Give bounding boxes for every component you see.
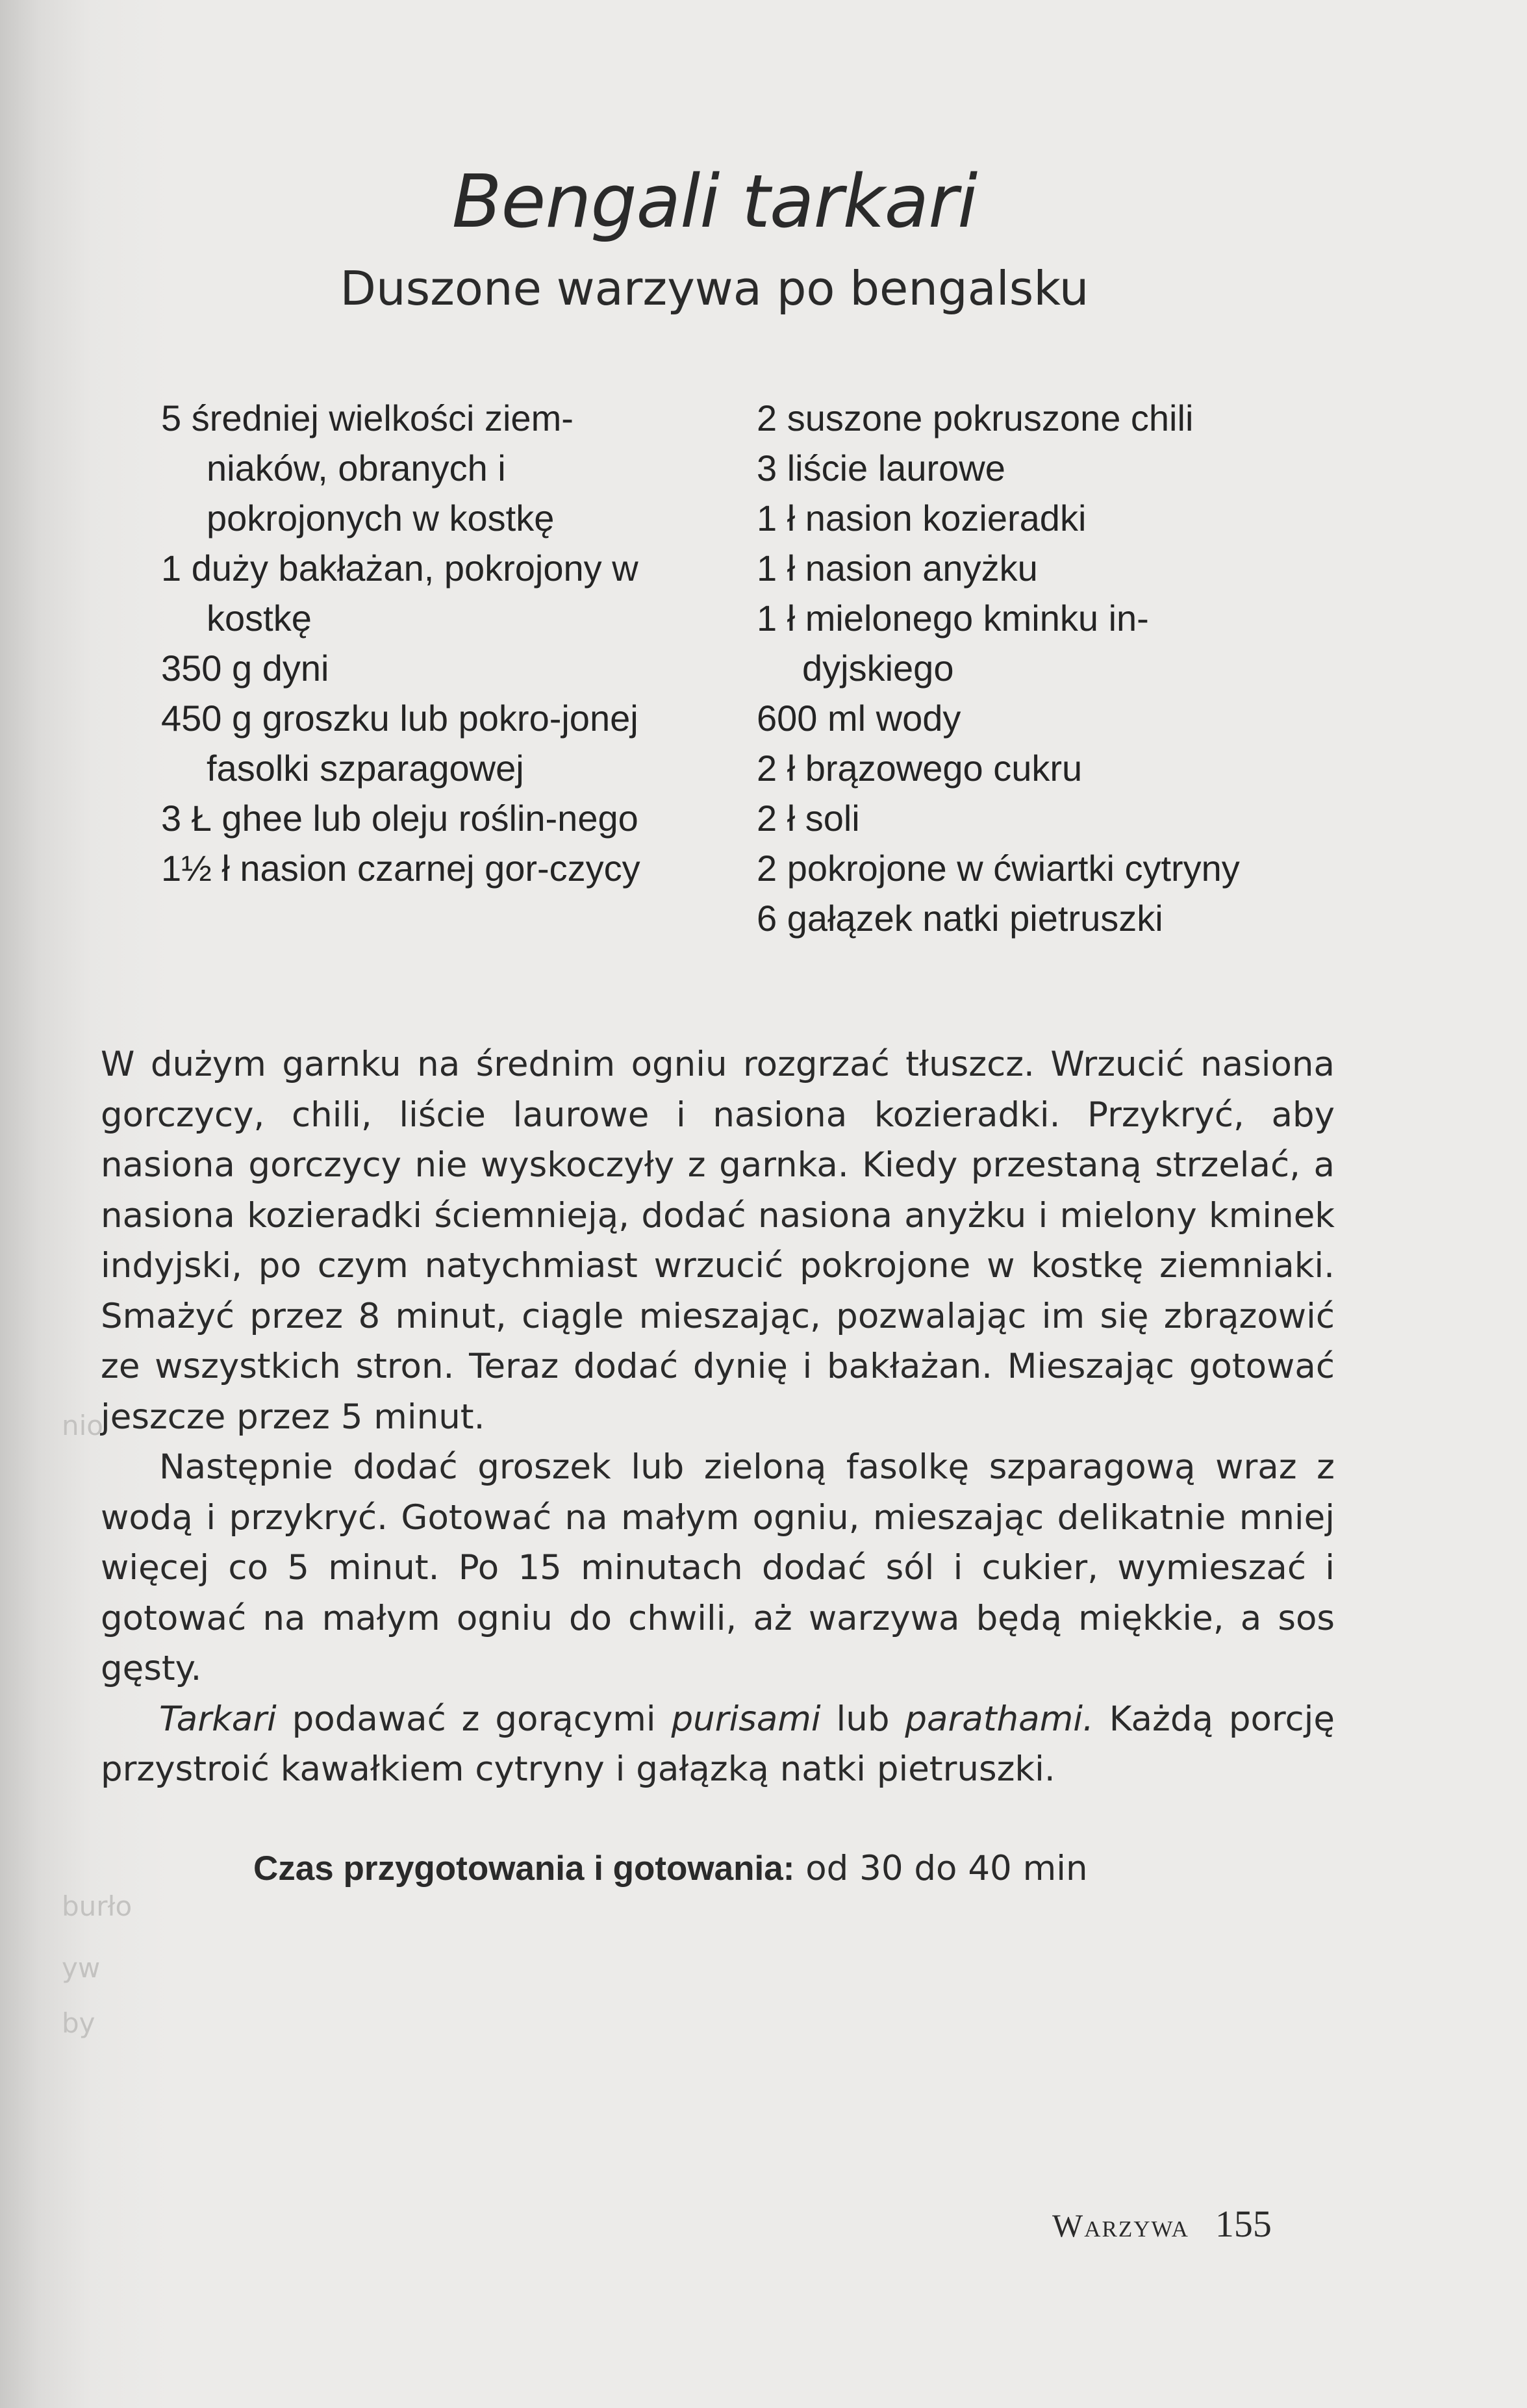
- method-text: [101, 1039, 1335, 1795]
- recipe-subtitle: Duszone warzywa po bengalsku: [340, 261, 1089, 316]
- ingredient-item: 6 gałązek natki pietruszki: [757, 898, 1163, 939]
- ingredients-right-column: [757, 393, 1289, 943]
- ingredient-item: 1½ ł nasion czarnej gor-czycy: [161, 848, 640, 889]
- running-section-title: Warzywa: [1052, 2207, 1189, 2244]
- ingredient-item: 2 ł brązowego cukru: [757, 748, 1083, 789]
- dish-name: Tarkari: [159, 1699, 277, 1739]
- bleed-through-text: nio: [62, 1410, 103, 1441]
- ingredient-item: 1 ł mielonego kminku in-dyjskiego: [757, 598, 1149, 689]
- page-footer: [1052, 2202, 1272, 2246]
- prep-time-value: od 30 do 40 min: [794, 1849, 1088, 1888]
- ingredients-left-column: [161, 393, 694, 893]
- ingredient-item: 3 liście laurowe: [757, 448, 1005, 488]
- bleed-through-text: burło: [62, 1890, 133, 1922]
- method-paragraph: Następnie dodać groszek lub zieloną fasolkę szparagową wraz z wodą i przykryć. Gotować na małym ogniu, mieszając delikatnie mniej więcej co 5 minut. Po 15 minutach dodać sól i cukier, wymieszać i gotować na małym ogniu do chwili, aż warzywa będą miękkie, a sos gęsty.: [101, 1447, 1335, 1688]
- side-dish-name: parathami.: [905, 1699, 1094, 1739]
- ingredient-item: 3 Ł ghee lub oleju roślin-nego: [161, 798, 638, 839]
- bleed-through-text: by: [62, 2007, 95, 2039]
- method-text-span: Każdą porcję przystroić kawałkiem cytryny i gałązką natki pietruszki.: [101, 1699, 1335, 1789]
- recipe-title: Bengali tarkari: [451, 160, 978, 244]
- ingredient-item: 2 pokrojone w ćwiartki cytryny: [757, 848, 1240, 889]
- method-text-span: podawać z gorącymi: [276, 1699, 672, 1739]
- prep-time-label: Czas przygotowania i gotowania:: [253, 1849, 795, 1888]
- ingredient-item: 450 g groszku lub pokro-jonej fasolki szparagowej: [161, 698, 638, 789]
- method-paragraph: W dużym garnku na średnim ogniu rozgrzać tłuszcz. Wrzucić nasiona gorczycy, chili, liście laurowe i nasiona kozieradki. Przykryć, aby nasiona gorczycy nie wyskoczyły z garnka. Kiedy przestaną strzelać, a nasiona kozieradki ściemnieją, dodać nasiona anyżku i mielony kminek indyjski, po czym natychmiast wrzucić pokrojone w kostkę ziemniaki. Smażyć przez 8 minut, ciągle mieszając, pozwalając im się zbrązowić ze wszystkich stron. Teraz dodać dynię i bakłażan. Mieszając gotować jeszcze przez 5 minut.: [101, 1045, 1335, 1437]
- method-text-span: lub: [820, 1699, 905, 1739]
- method-paragraph: [101, 1694, 1335, 1795]
- ingredient-item: 2 suszone pokruszone chili: [757, 398, 1194, 438]
- ingredient-item: 600 ml wody: [757, 698, 961, 739]
- ingredient-item: 1 ł nasion kozieradki: [757, 498, 1087, 539]
- ingredient-item: 1 duży bakłażan, pokrojony w kostkę: [161, 548, 638, 639]
- ingredient-item: 350 g dyni: [161, 648, 329, 689]
- ingredient-item: 5 średniej wielkości ziem-niaków, obranych i pokrojonych w kostkę: [161, 398, 574, 539]
- side-dish-name: purisami: [671, 1699, 821, 1739]
- ingredient-item: 1 ł nasion anyżku: [757, 548, 1038, 589]
- prep-time: [253, 1844, 1088, 1894]
- bleed-through-text: yw: [62, 1952, 101, 1984]
- ingredient-item: 2 ł soli: [757, 798, 860, 839]
- page-number: 155: [1215, 2203, 1272, 2245]
